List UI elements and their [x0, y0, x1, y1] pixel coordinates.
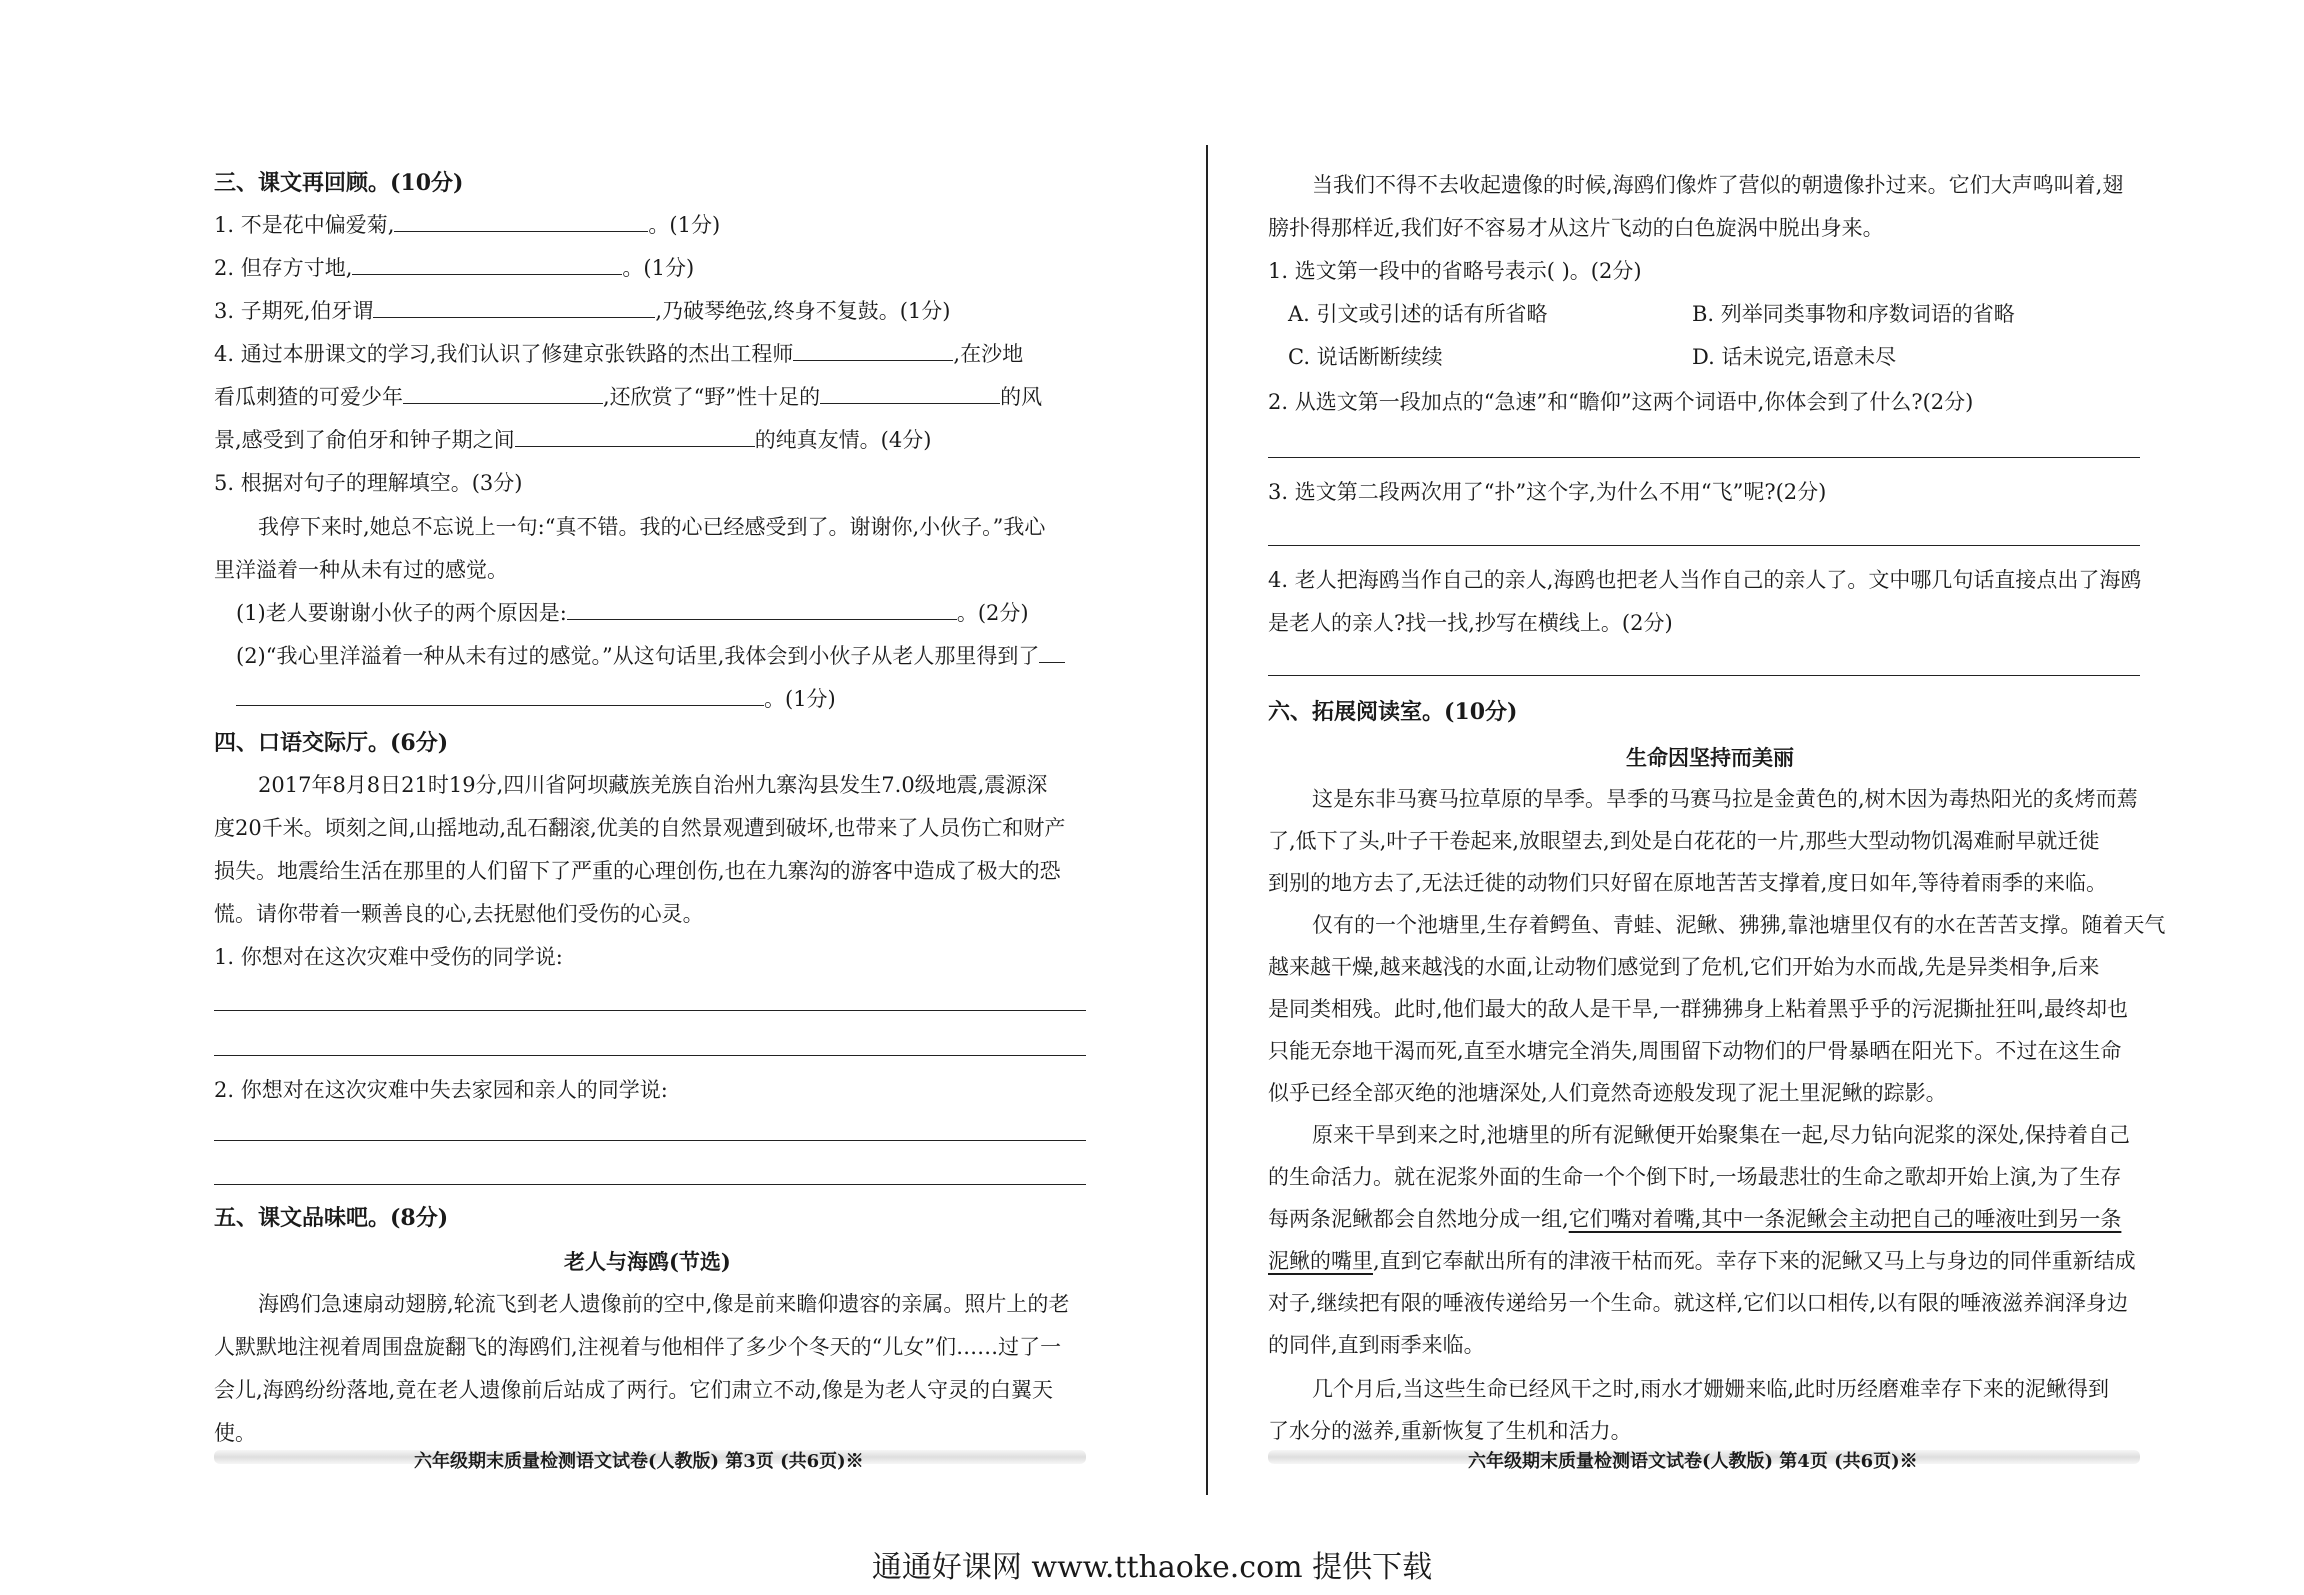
section3-heading: 三、课文再回顾。(10分): [214, 170, 464, 196]
writing-line[interactable]: [1268, 675, 2140, 676]
answer-blank[interactable]: [373, 297, 655, 318]
answer-blank[interactable]: [793, 340, 953, 361]
s3-q5-2-text: (2)“我心里洋溢着一种从未有过的感觉。”从这句话里,我体会到小伙子从老人那里得到了: [236, 644, 1040, 668]
reading-line: 了,低下了头,叶子干卷起来,放眼望去,到处是白花花的一片,那些大型动物饥渴难耐早就迁徙: [1268, 829, 2100, 853]
s3-q5-2-points: 。(1分): [764, 687, 836, 711]
reading-line: 对子,继续把有限的唾液传递给另一个生命。就这样,它们以口相传,以有限的唾液滋养润泽身边: [1268, 1291, 2129, 1315]
s4-q2: 2. 你想对在这次灾难中失去家园和亲人的同学说:: [214, 1078, 668, 1102]
reading-text: 每两条泥鳅都会自然地分成一组,: [1268, 1207, 1569, 1231]
s3-q4-points: 的纯真友情。(4分): [754, 428, 932, 452]
s3-q4-text: ,在沙地: [953, 342, 1024, 366]
passage-paragraph-2-line1: 当我们不得不去收起遗像的时候,海鸥们像炸了营似的朝遗像扑过来。它们大声鸣叫着,翅: [1312, 173, 2124, 197]
s3-q5-1: [236, 598, 1029, 628]
answer-blank[interactable]: [236, 685, 764, 706]
s4-paragraph-1: 2017年8月8日21时19分,四川省阿坝藏族羌族自治州九寨沟县发生7.0级地震,震源深: [258, 773, 1048, 797]
answer-blank[interactable]: [1039, 642, 1065, 663]
s4-paragraph-4: 慌。请你带着一颗善良的心,去抚慰他们受伤的心灵。: [214, 902, 704, 926]
option-c[interactable]: C. 说话断断续续: [1288, 345, 1443, 369]
s3-q5-2: [236, 641, 1065, 671]
reading-line: [1268, 1246, 2136, 1276]
download-watermark: 通通好课网 www.tthaoke.com 提供下载: [871, 1550, 1433, 1585]
right-page: [1268, 0, 2166, 1500]
reading-line: 了水分的滋养,重新恢复了生机和活力。: [1268, 1419, 1632, 1443]
answer-blank[interactable]: [567, 599, 957, 620]
writing-line[interactable]: [1268, 457, 2140, 458]
s3-q1-points: 。(1分): [648, 213, 721, 237]
s5-q3: 3. 选文第二段两次用了“扑”这个字,为什么不用“飞”呢?(2分): [1268, 480, 1827, 504]
s3-q4-line1: [214, 339, 1023, 369]
reading-title: 生命因坚持而美丽: [1626, 745, 1794, 770]
s3-q3-text: 3. 子期死,伯牙谓: [214, 299, 374, 323]
answer-blank[interactable]: [394, 211, 648, 232]
s3-q5-quote-1: 我停下来时,她总不忘说上一句:“真不错。我的心已经感受到了。谢谢你,小伙子。”我心: [258, 515, 1046, 539]
reading-line: 是同类相残。此时,他们最大的敌人是干旱,一群狒狒身上粘着黑乎乎的污泥撕扯狂叫,最终却也: [1268, 997, 2129, 1021]
s5-q4-line1: 4. 老人把海鸥当作自己的亲人,海鸥也把老人当作自己的亲人了。文中哪几句话直接点出了海鸥: [1268, 568, 2142, 592]
passage-title: 老人与海鸥(节选): [564, 1249, 731, 1274]
s3-q2: [214, 253, 694, 283]
s3-q5-1-text: (1)老人要谢谢小伙子的两个原因是:: [236, 601, 567, 625]
answer-blank[interactable]: [515, 426, 755, 447]
reading-line: 这是东非马赛马拉草原的旱季。旱季的马赛马拉是金黄色的,树木因为毒热阳光的炙烤而蔫: [1312, 787, 2138, 811]
answer-blank[interactable]: [352, 254, 622, 275]
reading-line: 越来越干燥,越来越浅的水面,让动物们感觉到了危机,它们开始为水而战,先是异类相争,后来: [1268, 955, 2100, 979]
s3-q4-line2: [214, 382, 1042, 412]
s3-q3: [214, 296, 951, 326]
underlined-sentence: 泥鳅的嘴里: [1268, 1249, 1373, 1273]
s3-q4-text: 看瓜刺猹的可爱少年: [214, 385, 403, 409]
writing-line[interactable]: [214, 1055, 1086, 1056]
s3-q4-text: 4. 通过本册课文的学习,我们认识了修建京张铁路的杰出工程师: [214, 342, 794, 366]
s4-paragraph-3: 损失。地震给生活在那里的人们留下了严重的心理创伤,也在九寨沟的游客中造成了极大的恐: [214, 859, 1061, 883]
section5-heading: 五、课文品味吧。(8分): [214, 1205, 449, 1231]
page-footer: 六年级期末质量检测语文试卷(人教版) 第3页 (共6页)※: [414, 1451, 864, 1472]
s3-q5: 5. 根据对句子的理解填空。(3分): [214, 471, 523, 495]
option-d[interactable]: D. 话未说完,语意未尽: [1692, 345, 1897, 369]
s3-q3-rest: ,乃破琴绝弦,终身不复鼓。(1分): [655, 299, 951, 323]
s3-q5-2-cont: [236, 684, 836, 714]
writing-line[interactable]: [1268, 545, 2140, 546]
reading-text: ,直到它奉献出所有的津液干枯而死。幸存下来的泥鳅又马上与身边的同伴重新结成: [1373, 1249, 2136, 1273]
writing-line[interactable]: [214, 1010, 1086, 1011]
passage-paragraph-2-line2: 膀扑得那样近,我们好不容易才从这片飞动的白色旋涡中脱出身来。: [1268, 216, 1884, 240]
s5-paragraph-3: 会儿,海鸥纷纷落地,竟在老人遗像前后站成了两行。它们肃立不动,像是为老人守灵的白翼天: [214, 1378, 1054, 1402]
s5-q4-line2: 是老人的亲人?找一找,抄写在横线上。(2分): [1268, 611, 1673, 635]
s5-paragraph-2: 人默默地注视着周围盘旋翻飞的海鸥们,注视着与他相伴了多少个冬天的“儿女”们……过了一: [214, 1335, 1062, 1359]
reading-line: 似乎已经全部灭绝的池塘深处,人们竟然奇迹般发现了泥土里泥鳅的踪影。: [1268, 1081, 1947, 1105]
writing-line[interactable]: [214, 1184, 1086, 1185]
answer-blank[interactable]: [820, 383, 1000, 404]
page-divider: [1206, 145, 1208, 1495]
s3-q2-text: 2. 但存方寸地,: [214, 256, 353, 280]
s5-paragraph-1: 海鸥们急速扇动翅膀,轮流飞到老人遗像前的空中,像是前来瞻仰遗容的亲属。照片上的老: [258, 1292, 1070, 1316]
s3-q4-text: 景,感受到了俞伯牙和钟子期之间: [214, 428, 515, 452]
answer-blank[interactable]: [403, 383, 603, 404]
s3-q4-text: 的风: [1000, 385, 1043, 409]
reading-line: [1268, 1204, 2121, 1234]
writing-line[interactable]: [214, 1140, 1086, 1141]
reading-line: 的同伴,直到雨季来临。: [1268, 1333, 1485, 1357]
reading-line: 仅有的一个池塘里,生存着鳄鱼、青蛙、泥鳅、狒狒,靠池塘里仅有的水在苦苦支撑。随着天气: [1312, 913, 2166, 937]
s3-q4-text: ,还欣赏了“野”性十足的: [603, 385, 821, 409]
reading-line: 只能无奈地干渴而死,直至水塘完全消失,周围留下动物们的尸骨暴晒在阳光下。不过在这生命: [1268, 1039, 2122, 1063]
s4-q1: 1. 你想对在这次灾难中受伤的同学说:: [214, 945, 563, 969]
reading-line: 几个月后,当这些生命已经风干之时,雨水才姗姗来临,此时历经磨难幸存下来的泥鳅得到: [1312, 1377, 2110, 1401]
left-page: [214, 0, 1086, 1500]
s3-q2-points: 。(1分): [622, 256, 695, 280]
option-a[interactable]: A. 引文或引述的话有所省略: [1288, 302, 1548, 326]
underlined-sentence: 它们嘴对着嘴,其中一条泥鳅会主动把自己的唾液吐到另一条: [1568, 1207, 2122, 1231]
reading-line: 原来干旱到来之时,池塘里的所有泥鳅便开始聚集在一起,尽力钻向泥浆的深处,保持着自己: [1312, 1123, 2131, 1147]
s5-q1: 1. 选文第一段中的省略号表示( )。(2分): [1268, 259, 1642, 283]
s4-paragraph-2: 度20千米。顷刻之间,山摇地动,乱石翻滚,优美的自然景观遭到破坏,也带来了人员伤亡和财产: [214, 816, 1066, 840]
option-b[interactable]: B. 列举同类事物和序数词语的省略: [1692, 302, 2015, 326]
s5-paragraph-4: 使。: [214, 1421, 256, 1445]
s3-q1-text: 1. 不是花中偏爱菊,: [214, 213, 395, 237]
s3-q5-1-points: 。(2分): [956, 601, 1029, 625]
page-footer: 六年级期末质量检测语文试卷(人教版) 第4页 (共6页)※: [1468, 1451, 1918, 1472]
reading-line: 的生命活力。就在泥浆外面的生命一个个倒下时,一场最悲壮的生命之歌却开始上演,为了生存: [1268, 1165, 2122, 1189]
s3-q5-quote-2: 里洋溢着一种从未有过的感觉。: [214, 558, 508, 582]
reading-line: 到别的地方去了,无法迁徙的动物们只好留在原地苦苦支撑着,度日如年,等待着雨季的来临。: [1268, 871, 2108, 895]
s3-q1: [214, 210, 720, 240]
section4-heading: 四、口语交际厅。(6分): [214, 730, 449, 756]
s5-q2: 2. 从选文第一段加点的“急速”和“瞻仰”这两个词语中,你体会到了什么?(2分): [1268, 390, 1974, 414]
s3-q4-line3: [214, 425, 931, 455]
section6-heading: 六、拓展阅读室。(10分): [1268, 699, 1518, 725]
